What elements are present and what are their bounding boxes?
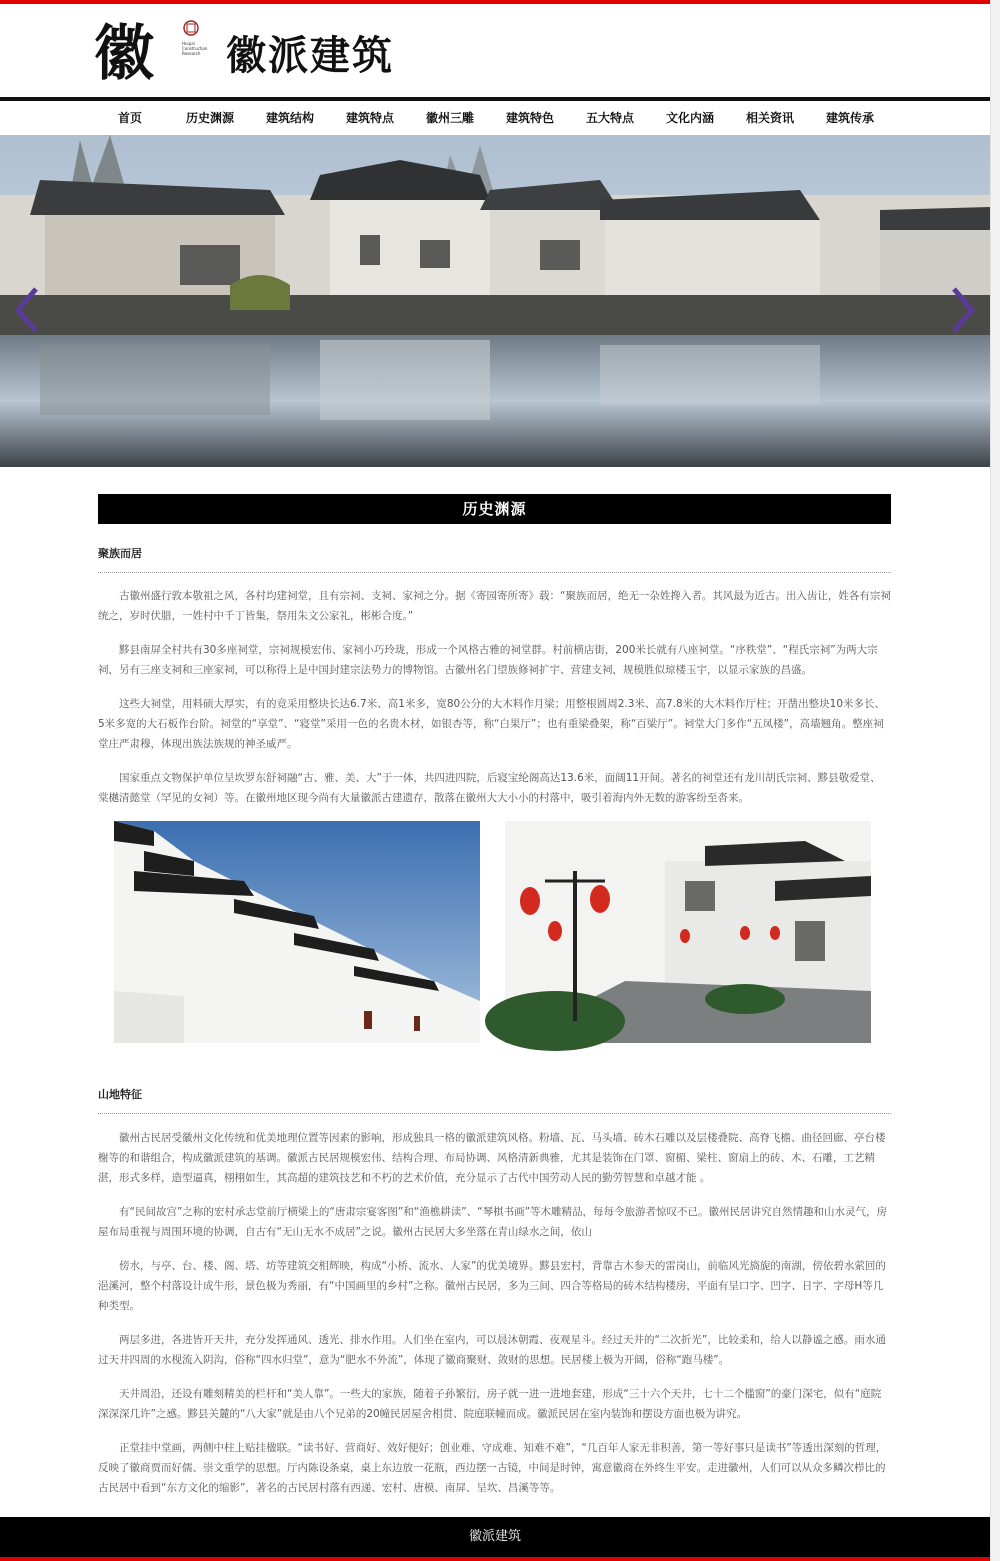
section1-paragraph-4: 国家重点文物保护单位呈坎罗东舒祠融“古、雅、美、大”于一体，共四进四院，后寝宝纶阁高达13.6米，面阔11开间。著名的祠堂还有龙川胡氏宗祠、黟县敬爱堂、棠樾清懿堂（罕见的女祠）等。在徽州地区现今尚有大量徽派古建遗存，散落在徽州大大小小的村落中，吸引着海内外无数的游客纷至沓来。 bbox=[98, 772, 881, 804]
site-header bbox=[0, 4, 990, 98]
section2-paragraph-3: 傍水，与亭、台、楼、阁、塔、坊等建筑交相辉映，构成“小桥、流水、人家”的优美境界。黟县宏村，背靠古木参天的雷岗山，前临风光旖旎的南湖，傍依碧水萦回的浥溪河，整个村落设计成牛形，景色极为秀丽，有“中国画里的乡村”之称。徽州古民居，多为三间、四合等格局的砖木结构楼房，平面有呈口字、凹字、日字、字母H等几种类型。 bbox=[98, 1260, 886, 1312]
nav-item-history[interactable]: 历史渊源 bbox=[185, 111, 234, 125]
section1-paragraph-3: 这些大祠堂，用料硕大厚实，有的竟采用整块长达6.7米、高1米多，宽80公分的大木料作月梁；用整根圆周2.3米、高7.8米的大木料作厅柱；开凿出整块10米多长、5米多宽的大石板作台阶。祠堂的“享堂”、“寝堂”采用一色的名贵木材，如银杏等，称“白果厅”；也有重梁叠架，称“百梁厅”。祠堂大门多作“五凤楼”，高墙翘角。整座祠堂庄严肃穆，体现出族法族规的神圣威严。 bbox=[98, 698, 885, 750]
photo-horse-head-walls bbox=[114, 821, 480, 1043]
nav-item-culture[interactable]: 文化内涵 bbox=[665, 111, 714, 125]
nav-item-heritage[interactable]: 建筑传承 bbox=[825, 111, 874, 125]
section2-paragraph-1: 徽州古民居受徽州文化传统和优美地理位置等因素的影响，形成独具一格的徽派建筑风格。粉墙、瓦、马头墙、砖木石雕以及层楼叠院、高脊飞檐、曲径回廊、亭台楼榭等的和谐组合，构成徽派建筑的基调。徽派古民居规模宏伟、结构合理、布局协调、风格清新典雅，尤其是装饰在门罩、窗楣、梁柱、窗扇上的砖、木、石雕，工艺精湛，形式多样，造型逼真，栩栩如生，其高超的建筑技艺和不朽的艺术价值，充分显示了古代中国劳动人民的勤劳智慧和卓越才能 。 bbox=[98, 1132, 886, 1184]
nav-item-characteristics[interactable]: 建筑特色 bbox=[505, 111, 554, 125]
nav-item-structure[interactable]: 建筑结构 bbox=[265, 111, 314, 125]
photo-lantern-street bbox=[505, 821, 871, 1043]
nav-item-features[interactable]: 建筑特点 bbox=[345, 111, 394, 125]
nav-item-three-carvings[interactable]: 徽州三雕 bbox=[425, 111, 474, 125]
page-scrollbar[interactable] bbox=[990, 0, 1000, 1561]
section1-heading: 聚族而居 bbox=[98, 547, 142, 560]
section2-paragraph-5: 天井周沿，还设有雕刻精美的栏杆和“美人靠”。一些大的家族，随着子孙繁衍，房子就一进一进地套建，形成“三十六个天井，七十二个槛窗”的豪门深宅，似有“庭院深深深几许”之感。黟县关麓的“八大家”就是由八个兄弟的20幢民居屋舍相贯、院庭联幢而成。徽派民居在室内装饰和摆设方面也极为讲究。 bbox=[98, 1388, 882, 1420]
logo-graphic bbox=[94, 18, 208, 89]
section2-paragraph-6: 正堂挂中堂画，两侧中柱上贴挂楹联。“读书好、营商好、效好便好；创业难、守成难、知难不难”，“几百年人家无非积善，第一等好事只是读书”等透出深刻的哲理，反映了徽商贾而好儒、崇文重学的思想。厅内陈设条桌，桌上东边放一花瓶，西边摆一古镜，中间是时钟，寓意徽商在外终生平安。走进徽州，人们可以从众多鳞次栉比的古民居中看到“东方文化的缩影”，著名的古民居村落有西递、宏村、唐模、南屏、呈坎、昌溪等等。 bbox=[98, 1442, 887, 1494]
section-title: 历史渊源 bbox=[98, 494, 891, 524]
hero-banner[interactable] bbox=[0, 135, 990, 467]
logo-caption-3: Research bbox=[182, 51, 201, 56]
site-title: 徽派建筑 bbox=[226, 33, 394, 79]
main-nav bbox=[90, 101, 910, 135]
section1-divider bbox=[98, 572, 891, 573]
nav-item-home[interactable]: 首页 bbox=[117, 111, 142, 125]
section2-paragraph-2: 有“民间故宫”之称的宏村承志堂前厅横梁上的“唐肃宗宴客图”和“渔樵耕读”、“琴棋书画”等木雕精品，每每令旅游者惊叹不已。徽州民居讲究自然情趣和山水灵气，房屋布局重视与周围环境的协调，自古有“无山无水不成居”之说。徽州古民居大多坐落在青山绿水之间，依山 bbox=[98, 1206, 888, 1238]
bottom-accent-line bbox=[0, 1557, 990, 1561]
logo-glyph: 徽 bbox=[94, 19, 154, 89]
logo-caption-1: Huipai bbox=[182, 41, 195, 46]
section1-paragraph-2: 黟县南屏全村共有30多座祠堂，宗祠规模宏伟、家祠小巧玲珑，形成一个风格古雅的祠堂群。村前横店街，200米长就有八座祠堂。“序秩堂”、“程氏宗祠”为两大宗祠，另有三座支祠和三座家祠，可以称得上是中国封建宗法势力的博物馆。古徽州名门望族修祠扩宇、营建支祠，规模胜似琼楼玉宇，以显示家族的昌盛。 bbox=[98, 644, 878, 676]
logo-caption-2: Construction bbox=[182, 46, 208, 51]
section2-paragraph-4: 两层多进，各进皆开天井，充分发挥通风、透光、排水作用。人们坐在室内，可以晨沐朝霞、夜观星斗。经过天井的“二次折光”，比较柔和，给人以静谧之感。雨水通过天井四周的水枧流入阴沟，俗称“四水归堂”，意为“肥水不外流”，体现了徽商聚财、敛财的思想。民居楼上极为开阔，俗称“跑马楼”。 bbox=[98, 1334, 886, 1366]
nav-item-five-features[interactable]: 五大特点 bbox=[585, 111, 634, 125]
section2-divider bbox=[98, 1113, 891, 1114]
site-logo[interactable] bbox=[94, 18, 208, 89]
chevron-left-icon[interactable] bbox=[12, 285, 40, 335]
nav-item-news[interactable]: 相关资讯 bbox=[745, 111, 794, 125]
chevron-right-icon[interactable] bbox=[950, 285, 978, 335]
section2-heading: 山地特征 bbox=[98, 1088, 142, 1101]
section1-paragraph-1: 古徽州盛行敦本敬祖之风，各村均建祠堂，且有宗祠、支祠、家祠之分。据《寄园寄所寄》载：“聚族而居，绝无一杂姓搀入者。其风最为近古。出入齿让，姓各有宗祠统之，岁时伏腊，一姓村中千丁皆集，祭用朱文公家礼，彬彬合度。” bbox=[98, 590, 891, 622]
site-footer: 徽派建筑 bbox=[0, 1517, 990, 1557]
banner-image bbox=[0, 135, 990, 467]
